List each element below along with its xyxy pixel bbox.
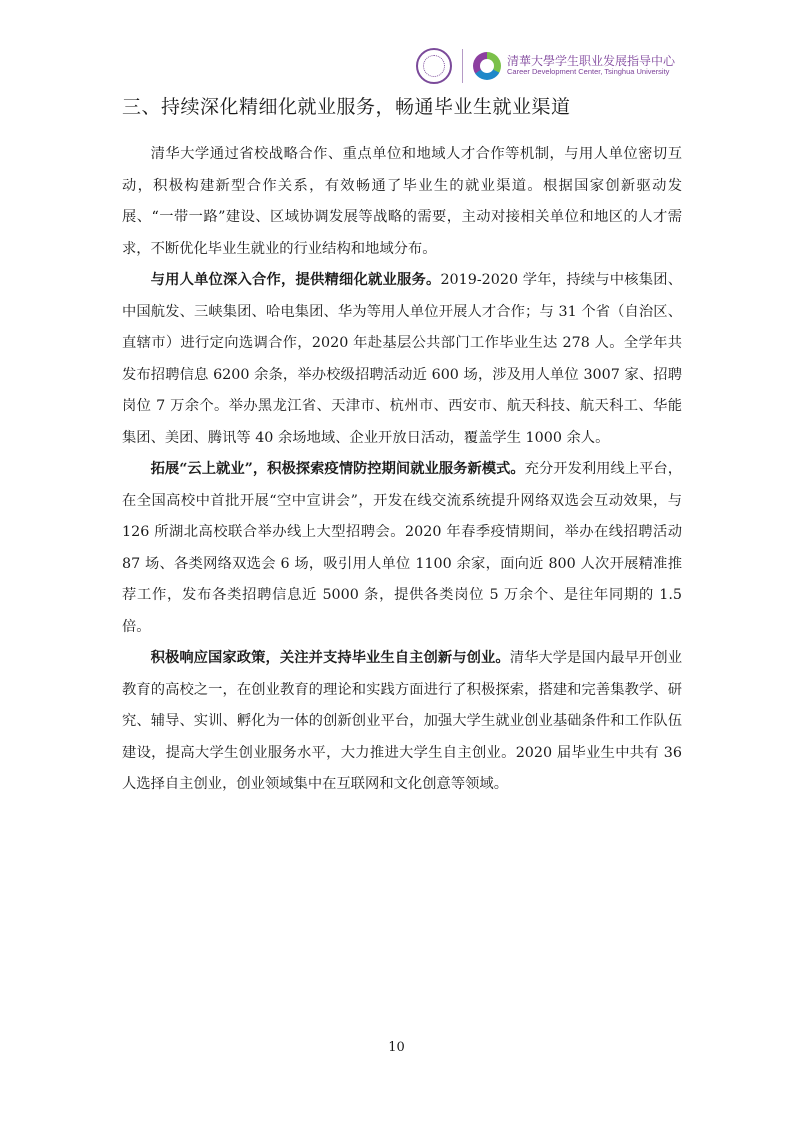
career-center-logo-icon [473,52,501,80]
paragraph-text: 充分开发利用线上平台，在全国高校中首批开展“空中宣讲会”，开发在线交流系统提升网络双选会互动效果，与 126 所湖北高校联合举办线上大型招聘会。2020 年春季疫情期间，举办在线招聘活动 87 场、各类网络双选会 6 场，吸引用人单位 1100 余家，面向近 800 人次开展精准推荐工作，发布各类招聘信息近 5000 条，提供各类岗位 5 万余个、是往年同期的 1.5 倍。 [122,461,682,635]
paragraph-intro [122,139,682,265]
paragraph-lead: 积极响应国家政策，关注并支持毕业生自主创新与创业。 [150,650,510,666]
page-number: 10 [388,1040,405,1055]
paragraph-text: 2019-2020 学年，持续与中核集团、中国航发、三峡集团、哈电集团、华为等用人单位开展人才合作；与 31 个省（自治区、直辖市）进行定向选调合作，2020 年赴基层公共部门工作毕业生达 278 人。全学年共发布招聘信息 6200 余条，举办校级招聘活动近 600 场，涉及用人单位 3007 家、招聘岗位 7 万余个。举办黑龙江省、天津市、杭州市、西安市、航天科技、航天科工、华能集团、美团、腾讯等 40 余场地域、企业开放日活动，覆盖学生 1000 余人。 [122,272,682,446]
paragraph-text: 清华大学是国内最早开创业教育的高校之一，在创业教育的理论和实践方面进行了积极探索，搭建和完善集教学、研究、辅导、实训、孵化为一体的创新创业平台，加强大学生就业创业基础条件和工作队伍建设，提高大学生创业服务水平，大力推进大学生自主创业。2020 届毕业生中共有 36 人选择自主创业，创业领域集中在互联网和文化创意等领域。 [122,650,683,792]
paragraph-employer-cooperation [122,265,682,454]
header-divider [462,49,463,83]
document-body [122,92,682,801]
logo-english-name: Career Development Center, Tsinghua University [506,67,670,77]
section-title: 三、持续深化精细化就业服务，畅通毕业生就业渠道 [122,96,571,118]
paragraph-text: 清华大学通过省校战略合作、重点单位和地域人才合作等机制，与用人单位密切互动，积极构建新型合作关系，有效畅通了毕业生的就业渠道。根据国家创新驱动发展、“一带一路”建设、区域协调发展等战略的需要，主动对接相关单位和地区的人才需求，不断优化毕业生就业的行业结构和地域分布。 [122,146,682,257]
logo-chinese-name: 清華大學学生职业发展指导中心 [506,54,675,69]
page-header [416,48,675,84]
career-center-logo-text [507,55,675,76]
paragraph-lead: 与用人单位深入合作，提供精细化就业服务。 [150,272,441,288]
tsinghua-seal-logo [416,48,452,84]
paragraph-cloud-employment [122,454,682,643]
paragraph-lead: 拓展“云上就业”，积极探索疫情防控期间就业服务新模式。 [150,461,525,477]
paragraph-entrepreneurship [122,643,682,801]
